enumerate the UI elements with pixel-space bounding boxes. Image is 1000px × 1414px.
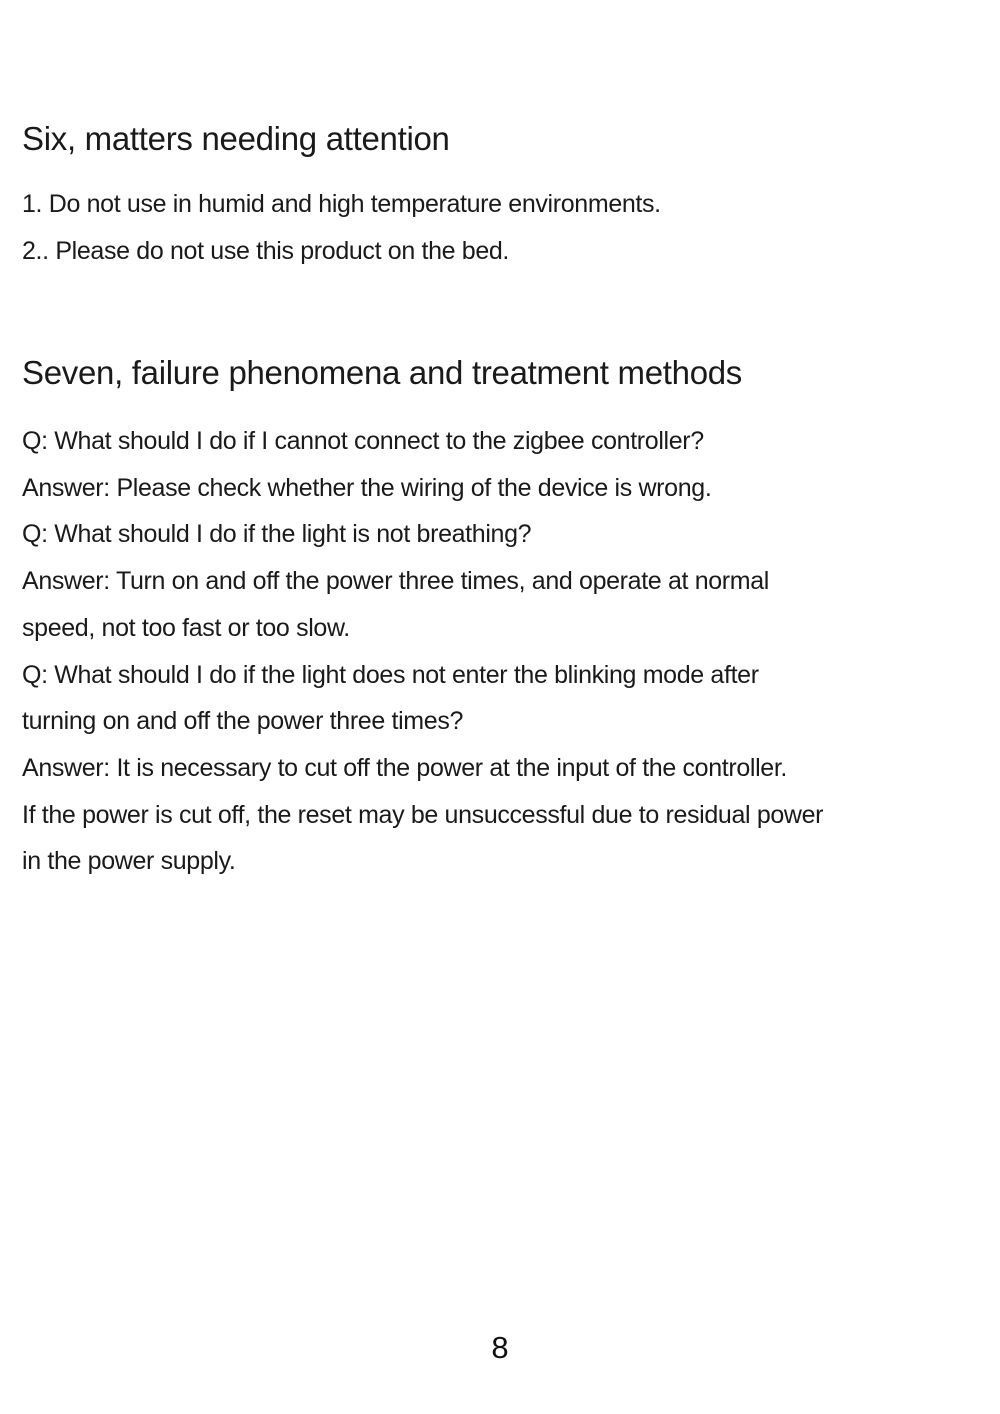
faq-list <box>22 418 962 885</box>
section-heading: Seven, failure phenomena and treatment methods <box>22 354 742 391</box>
faq-answer: in the power supply. <box>22 847 236 876</box>
faq-question: Q: What should I do if the light is not breathing? <box>22 520 532 549</box>
faq-answer: If the power is cut off, the reset may be unsuccessful due to residual power <box>22 800 824 829</box>
attention-list <box>22 181 962 274</box>
faq-answer: Answer: Please check whether the wiring of the device is wrong. <box>22 473 712 502</box>
faq-question: Q: What should I do if the light does not enter the blinking mode after <box>22 660 759 689</box>
faq-question: Q: What should I do if I cannot connect to the zigbee controller? <box>22 427 704 455</box>
page-number: 8 <box>491 1330 509 1365</box>
attention-item: 2.. Please do not use this product on the bed. <box>22 236 510 265</box>
attention-item: 1. Do not use in humid and high temperature environments. <box>22 190 661 218</box>
section-heading: Six, matters needing attention <box>22 120 450 157</box>
section-matters-needing-attention <box>22 119 962 274</box>
section-failure-phenomena <box>22 353 962 885</box>
faq-answer: speed, not too fast or too slow. <box>22 613 350 642</box>
faq-answer: Answer: Turn on and off the power three times, and operate at normal <box>22 567 770 596</box>
faq-answer: Answer: It is necessary to cut off the power at the input of the controller. <box>22 753 788 782</box>
faq-question: turning on and off the power three times? <box>22 707 464 736</box>
